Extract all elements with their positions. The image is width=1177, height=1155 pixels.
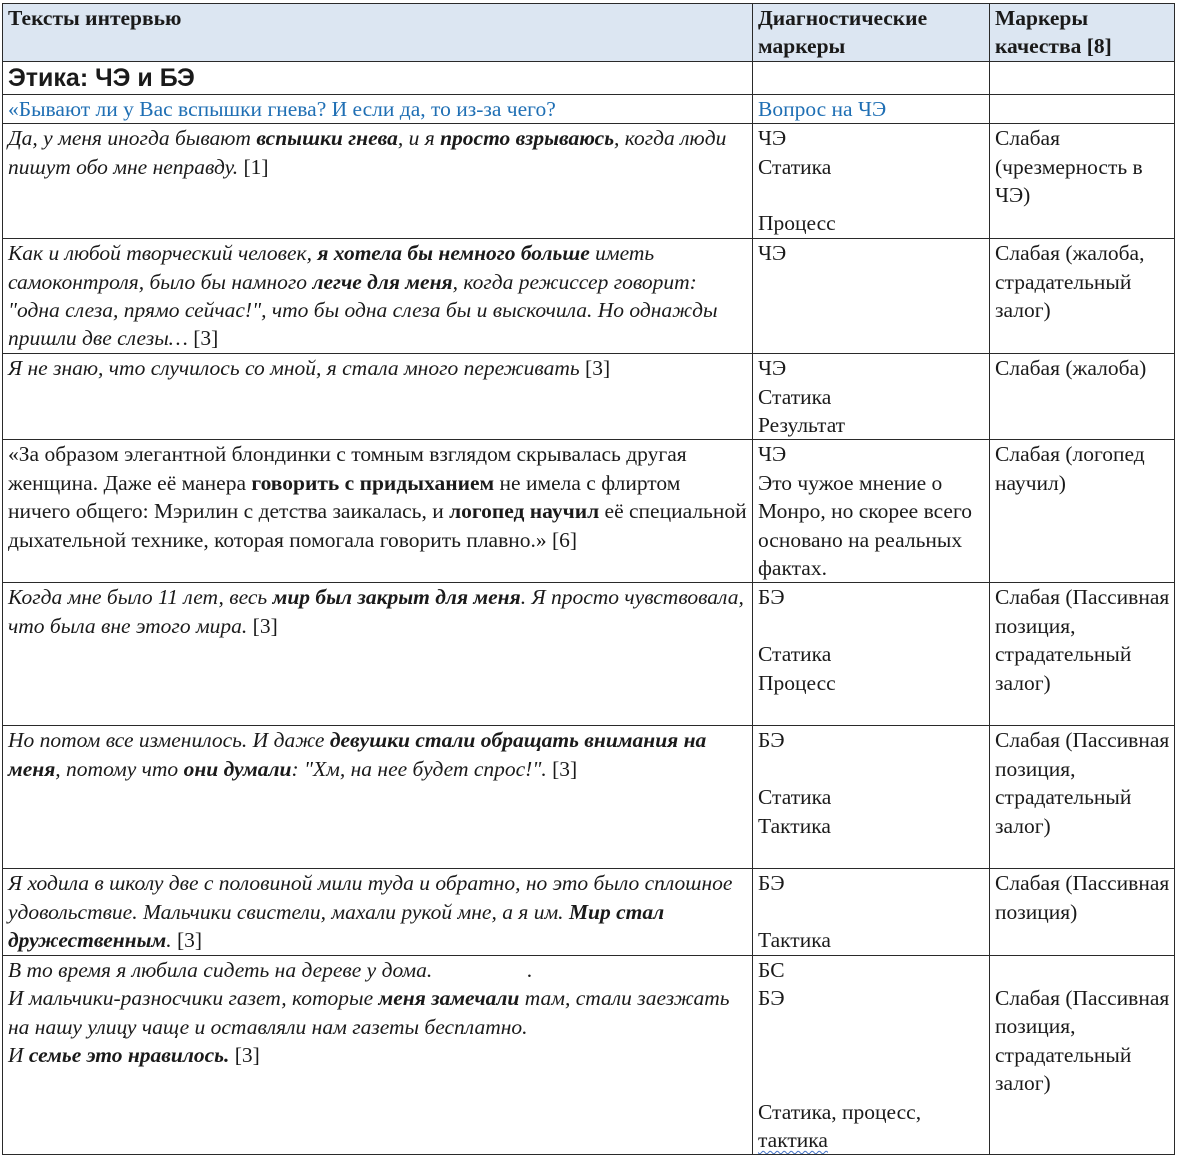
quality-marker: Слабая (Пассивная позиция) [990, 869, 1175, 955]
table-row [3, 955, 1175, 1155]
interview-text: Но потом все изменилось. И даже девушки стали обращать внимания на меня, потому что они думали: "Хм, на нее будет спрос!". [3] [3, 726, 753, 869]
quality-marker: Слабая (чрезмерность в ЧЭ) [990, 124, 1175, 239]
diagnostic-markers: ЧЭ Статика Результат [753, 354, 990, 440]
quality-marker: Слабая (Пассивная позиция, страдательный залог) [990, 726, 1175, 869]
interview-text: Как и любой творческий человек, я хотела бы немного больше иметь самоконтроля, было бы намного легче для меня, когда режиссер говорит: "одна слеза, прямо сейчас!", что бы одна слеза бы и выскочила. Но однажды пришли две слезы… [3] [3, 239, 753, 354]
interview-text: Я ходила в школу две с половиной мили туда и обратно, но это было сплошное удовольствие. Мальчики свистели, махали рукой мне, а я им. Мир стал дружественным. [3] [3, 869, 753, 955]
interview-text: В то время я любила сидеть на дереве у дома. . И мальчики-разносчики газет, которые меня замечали там, стали заезжать на нашу улицу чаще и оставляли нам газеты бесплатно. И семье это нравилось. [3] [3, 955, 753, 1155]
table-row [3, 354, 1175, 440]
table-row [3, 239, 1175, 354]
header-row [3, 4, 1175, 62]
interview-text: Да, у меня иногда бывают вспышки гнева, и я просто взрываюсь, когда люди пишут обо мне неправду. [1] [3, 124, 753, 239]
interview-text: «За образом элегантной блондинки с томным взглядом скрывалась другая женщина. Даже её манера говорить с придыханием не имела с флиртом ничего общего: Мэрилин с детства заикалась, и логопед научил её специальной дыхательной технике, которая помогала говорить плавно.» [6] [3, 440, 753, 583]
empty-cell [990, 61, 1175, 94]
table-row [3, 583, 1175, 726]
header-diagnostic-markers: Диагностические маркеры [753, 4, 990, 62]
interview-table [2, 3, 1175, 1155]
table-row [3, 869, 1175, 955]
diagnostic-markers: БЭ Тактика [753, 869, 990, 955]
quality-marker: Слабая (логопед научил) [990, 440, 1175, 583]
diagnostic-markers: ЧЭ [753, 239, 990, 354]
quality-marker: Слабая (Пассивная позиция, страдательный залог) [990, 955, 1175, 1155]
question-row [3, 94, 1175, 123]
diagnostic-markers: БС БЭ Статика, процесс, тактика [753, 955, 990, 1155]
question-text: «Бывают ли у Вас вспышки гнева? И если да, то из-за чего? [3, 94, 753, 123]
header-texts: Тексты интервью [3, 4, 753, 62]
header-quality-markers: Маркеры качества [8] [990, 4, 1175, 62]
table-row [3, 726, 1175, 869]
empty-cell [753, 61, 990, 94]
interview-text: Я не знаю, что случилось со мной, я стала много переживать [3] [3, 354, 753, 440]
table-row [3, 124, 1175, 239]
diagnostic-markers: БЭ Статика Тактика [753, 726, 990, 869]
question-marker: Вопрос на ЧЭ [753, 94, 990, 123]
interview-text: Когда мне было 11 лет, весь мир был закрыт для меня. Я просто чувствовала, что была вне этого мира. [3] [3, 583, 753, 726]
table-row [3, 440, 1175, 583]
diagnostic-markers: БЭ Статика Процесс [753, 583, 990, 726]
quality-marker: Слабая (жалоба) [990, 354, 1175, 440]
diagnostic-markers: ЧЭ Статика Процесс [753, 124, 990, 239]
section-title: Этика: ЧЭ и БЭ [3, 61, 753, 94]
quality-marker: Слабая (Пассивная позиция, страдательный залог) [990, 583, 1175, 726]
section-row [3, 61, 1175, 94]
diagnostic-markers: ЧЭ Это чужое мнение о Монро, но скорее всего основано на реальных фактах. [753, 440, 990, 583]
empty-cell [990, 94, 1175, 123]
quality-marker: Слабая (жалоба, страдательный залог) [990, 239, 1175, 354]
